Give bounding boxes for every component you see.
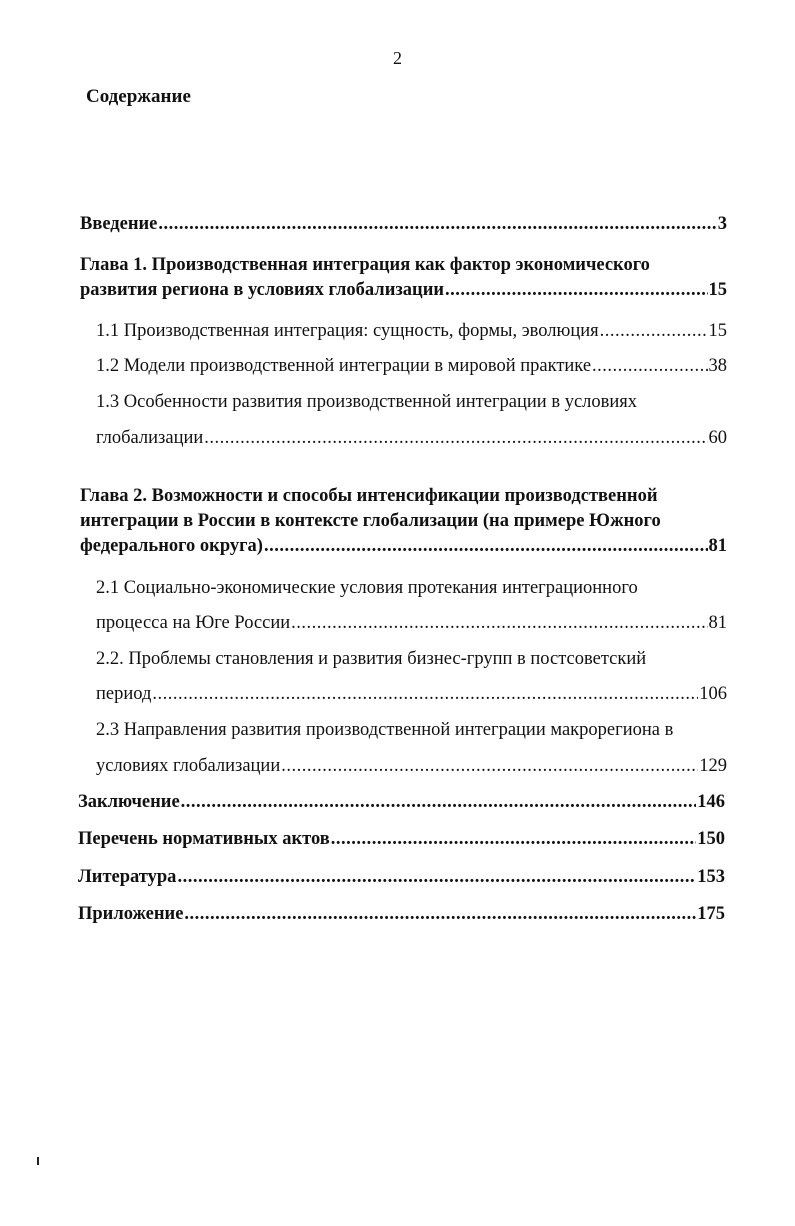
dot-leader (281, 754, 698, 778)
toc-entry-normative-acts[interactable] (78, 827, 725, 851)
toc-entry-label: глобализации (96, 428, 204, 448)
dot-leader (264, 534, 708, 558)
toc-2-1-line1: 2.1 Социально-экономические условия протекания интеграционного (96, 578, 638, 598)
toc-entry-page: 81 (708, 536, 727, 556)
toc-entry-conclusion[interactable] (78, 790, 725, 814)
toc-entry-page: 15 (708, 280, 727, 300)
dot-leader (592, 354, 707, 378)
dot-leader (177, 865, 696, 889)
toc-chapter1-line1: Глава 1. Производственная интеграция как фактор экономического (80, 255, 650, 275)
toc-entry-chapter2[interactable] (80, 534, 727, 558)
toc-entry-intro[interactable] (80, 212, 727, 236)
toc-chapter2-line1: Глава 2. Возможности и способы интенсификации производственной (80, 486, 658, 506)
toc-entry-page: 146 (697, 792, 725, 812)
toc-entry-label: Приложение (78, 904, 184, 924)
toc-entry-page: 106 (699, 684, 727, 704)
dot-leader (152, 682, 698, 706)
toc-entry-2-3[interactable] (96, 754, 727, 778)
toc-entry-label: условиях глобализации (96, 756, 281, 776)
toc-1-3-line1: 1.3 Особенности развития производственной интеграции в условиях (96, 392, 638, 412)
toc-chapter2-line2: интеграции в России в контексте глобализации (на примере Южного (80, 511, 661, 531)
toc-entry-page: 15 (708, 321, 727, 341)
toc-entry-page: 175 (697, 904, 725, 924)
dot-leader (204, 426, 707, 450)
dot-leader (445, 278, 707, 302)
scan-margin-mark (37, 1157, 39, 1165)
toc-entry-page: 129 (699, 756, 727, 776)
dot-leader (158, 212, 716, 236)
toc-entry-label: период (96, 684, 152, 704)
toc-entry-label: федерального округа) (80, 536, 263, 556)
toc-heading: Содержание (86, 86, 191, 107)
toc-entry-label: Введение (80, 214, 158, 234)
toc-entry-label: Перечень нормативных актов (78, 829, 330, 849)
toc-entry-chapter1[interactable] (80, 278, 727, 302)
toc-entry-page: 81 (708, 613, 727, 633)
dot-leader (181, 790, 697, 814)
toc-entry-2-1[interactable] (96, 611, 727, 635)
dot-leader (331, 827, 696, 851)
dot-leader (600, 319, 708, 343)
toc-entry-label: Литература (78, 867, 177, 887)
toc-2-2-line1: 2.2. Проблемы становления и развития бизнес-групп в постсоветский (96, 649, 647, 669)
toc-entry-1-1[interactable] (96, 319, 727, 343)
toc-entry-label: Заключение (78, 792, 180, 812)
toc-entry-1-3[interactable] (96, 426, 727, 450)
toc-entry-label: 1.1 Производственная интеграция: сущность, формы, эволюция (96, 321, 599, 341)
toc-entry-appendix[interactable] (78, 902, 725, 926)
toc-2-3-line1: 2.3 Направления развития производственной интеграции макрорегиона в (96, 720, 674, 740)
toc-entry-literature[interactable] (78, 865, 725, 889)
toc-entry-page: 3 (717, 214, 727, 234)
toc-entry-page: 60 (708, 428, 727, 448)
toc-entry-page: 150 (697, 829, 725, 849)
dot-leader (184, 902, 696, 926)
toc-entry-label: 1.2 Модели производственной интеграции в мировой практике (96, 356, 592, 376)
toc-entry-label: процесса на Юге России (96, 613, 291, 633)
toc-entry-2-2[interactable] (96, 682, 727, 706)
page-number: 2 (393, 48, 402, 68)
toc-entry-1-2[interactable] (96, 354, 727, 378)
toc-entry-label: развития региона в условиях глобализации (80, 280, 445, 300)
toc-entry-page: 38 (708, 356, 727, 376)
dot-leader (291, 611, 707, 635)
toc-entry-page: 153 (697, 867, 725, 887)
